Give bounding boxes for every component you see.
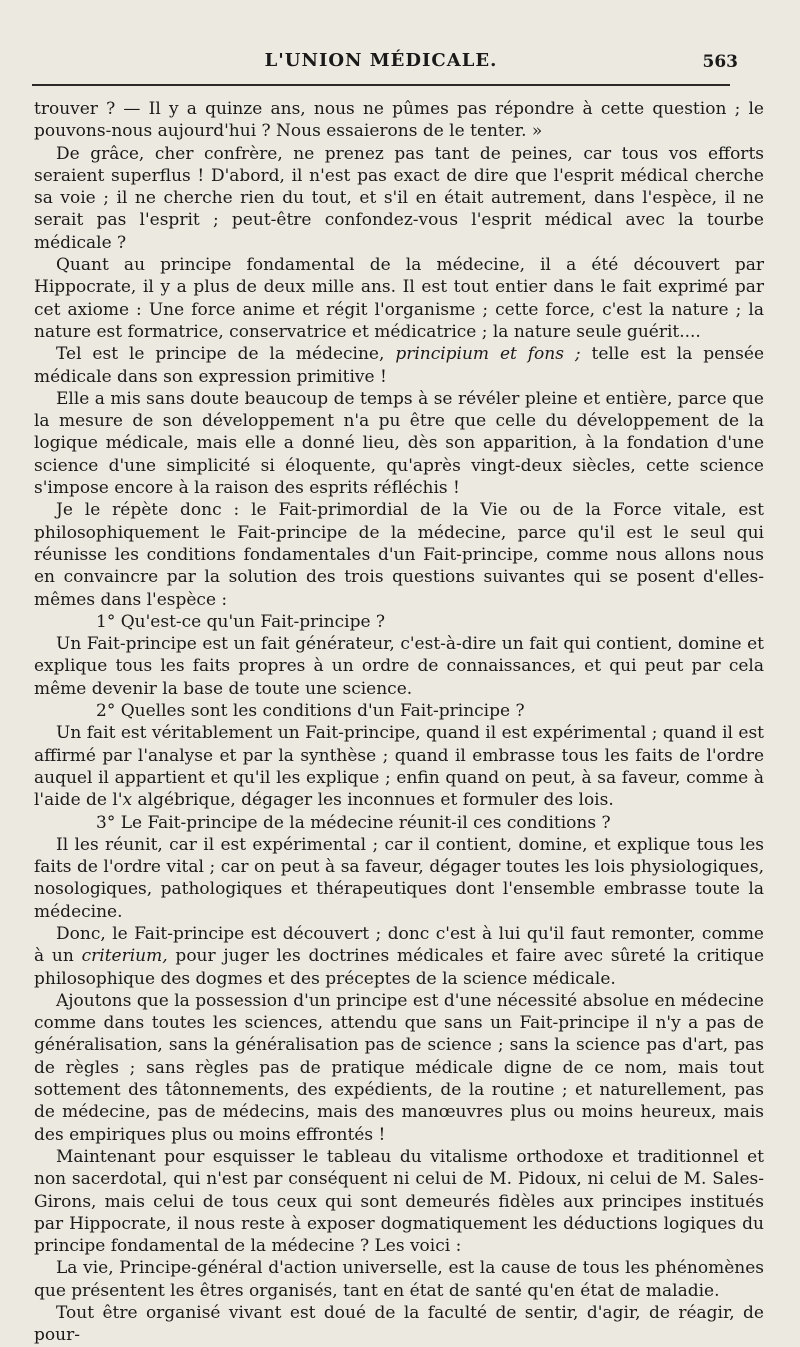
paragraph: Il les réunit, car il est expérimental ; car il contient, domine, et explique tous les faits de l'ordre vital ; car on peut à sa faveur, dégager toutes les lois physiologiques, nosologiques, pathologiques et thérapeutiques dont l'ensemble embrasse toute la médecine. [34, 834, 764, 922]
paragraph: Tout être organisé vivant est doué de la faculté de sentir, d'agir, de réagir, de pour- [34, 1303, 764, 1346]
paragraph: Maintenant pour esquisser le tableau du vitalisme orthodoxe et traditionnel et non sacerdotal, qui n'est par conséquent ni celui de M. Pidoux, ni celui de M. Sales-Girons, mais celui de tous ceux qui sont demeurés fidèles aux principes institués par Hippocrate, il nous reste à exposer dogmatiquement les déductions logiques du principe fondamental de la médecine ? Les voici : [34, 1146, 764, 1257]
text-run: Un fait est véritablement un Fait-principe, quand il est expérimental ; quand il est affirmé par l'analyse et par la synthèse ; quand il embrasse tous les faits de l'ordre auquel il appartient et qu'il les explique ; enfin quand on peut, à sa faveur, comme à l'aide de l' [34, 723, 764, 811]
paragraph: Elle a mis sans doute beaucoup de temps à se révéler pleine et entière, parce que la mesure de son développement n'a pu être que celle du développement de la logique médicale, mais elle a donné lieu, dès son apparition, à la fondation d'une science d'une simplicité si éloquente, qu'après vingt-deux siècles, cette science s'impose encore à la raison des esprits réfléchis ! [34, 388, 764, 499]
article-body [34, 98, 764, 1347]
italic-text: criterium, [81, 946, 168, 967]
text-run: Tel est le principe de la médecine, [56, 344, 396, 365]
running-title: L'UNION MÉDICALE. [264, 50, 498, 71]
text-run: Donc, le Fait-principe est découvert ; donc c'est à lui qu'il faut remonter, comme à un [34, 923, 764, 967]
question-heading: 2° Quelles sont les conditions d'un Fait-principe ? [96, 701, 525, 722]
paragraph: trouver ? — Il y a quinze ans, nous ne pûmes pas répondre à cette question ; le pouvons-nous aujourd'hui ? Nous essaierons de le tenter. » [34, 99, 764, 142]
page-header [32, 50, 738, 80]
question-heading: 3° Le Fait-principe de la médecine réunit-il ces conditions ? [96, 812, 611, 833]
paragraph: Quant au principe fondamental de la médecine, il a été découvert par Hippocrate, il y a plus de deux mille ans. Il est tout entier dans le fait exprimé par cet axiome : Une force anime et régit l'organisme ; cette force, c'est la nature ; la nature est formatrice, conservatrice et médicatrice ; la nature seule guérit.... [34, 255, 764, 342]
italic-text: principium et fons ; [395, 344, 581, 365]
question-heading: 1° Qu'est-ce qu'un Fait-principe ? [96, 611, 386, 632]
paragraph: Ajoutons que la possession d'un principe est d'une nécessité absolue en médecine comme dans toutes les sciences, attendu que sans un Fait-principe il n'y a pas de généralisation, sans la généralisation pas de science ; sans la science pas d'art, pas de règles ; sans règles pas de pratique médicale digne de ce nom, mais tout sottement des tâtonnements, des expédients, de la routine ; et naturellement, pas de médecine, pas de médecins, mais des manœuvres plus ou moins heureux, mais des empiriques plus ou moins effrontés ! [34, 990, 764, 1145]
italic-text: x [122, 790, 133, 811]
paragraph: La vie, Principe-général d'action universelle, est la cause de tous les phénomènes que présentent les êtres organisés, tant en état de santé qu'en état de maladie. [34, 1258, 764, 1301]
text-run: telle est la pensée médicale dans son expression primitive ! [34, 344, 764, 387]
text-run: pour juger les doctrines médicales et faire avec sûreté la critique philosophique des dogmes et des préceptes de la science médicale. [34, 946, 765, 989]
paragraph: Un Fait-principe est un fait générateur, c'est-à-dire un fait qui contient, domine et explique tous les faits propres à un ordre de connaissances, et qui peut par cela même devenir la base de toute une science. [34, 634, 764, 699]
paragraph [34, 722, 764, 811]
text-run: algébrique, dégager les inconnues et formuler des lois. [132, 790, 614, 811]
paragraph: Je le répète donc : le Fait-primordial de la Vie ou de la Force vitale, est philosophiquement le Fait-principe de la médecine, parce qu'il est le seul qui réunisse les conditions fondamentales d'un Fait-principe, comme nous allons nous en convaincre par la solution des trois questions suivantes qui se posent d'elles-mêmes dans l'espèce : [34, 500, 764, 610]
paragraph [34, 923, 764, 990]
header-rule [32, 84, 730, 86]
page-number: 563 [702, 52, 738, 72]
paragraph [34, 343, 764, 388]
paragraph: De grâce, cher confrère, ne prenez pas tant de peines, car tous vos efforts seraient superflus ! D'abord, il n'est pas exact de dire que l'esprit médical cherche sa voie ; il ne cherche rien du tout, et s'il en était autrement, dans l'espèce, il ne serait pas l'esprit ; peut-être confondez-vous l'esprit médical avec la tourbe médicale ? [34, 143, 764, 253]
